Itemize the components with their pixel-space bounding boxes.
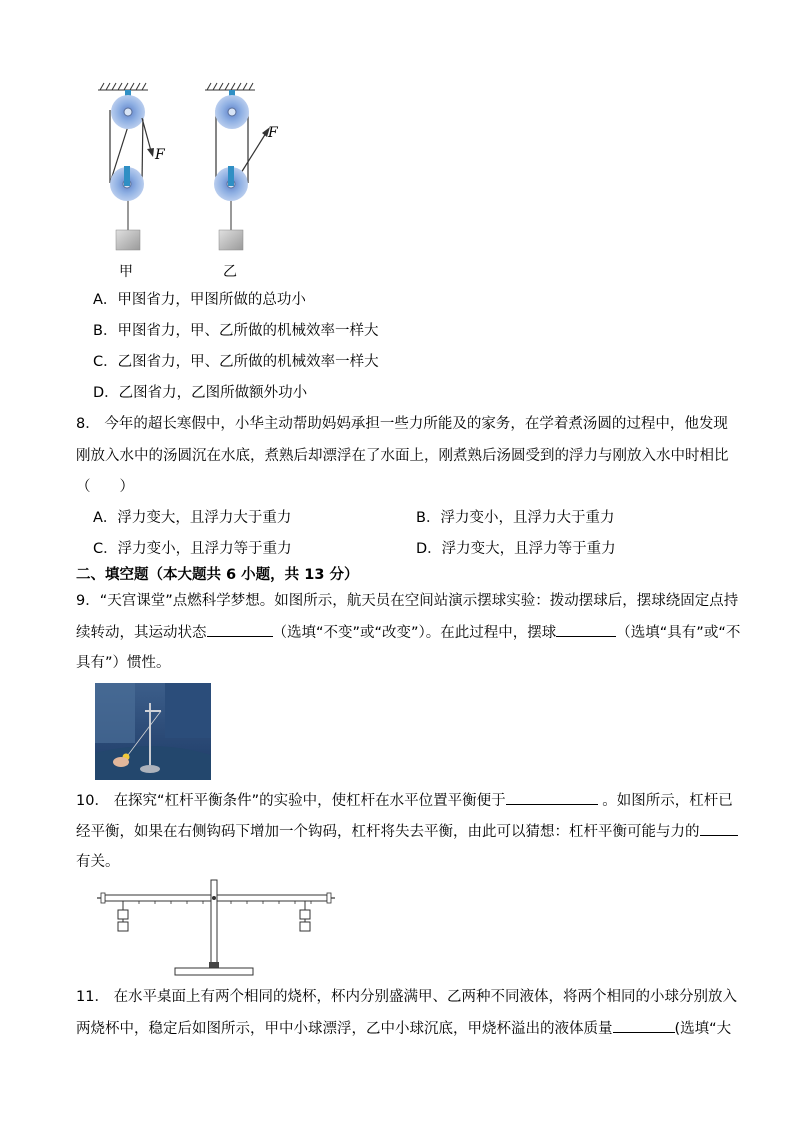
q10-line-1: 10． 在探究“杠杆平衡条件”的实验中，使杠杆在水平位置平衡便于 。如图所示，杠杆已 [76,790,733,811]
left-hook-weights [118,901,128,931]
q8-option-a: A．浮力变大，且浮力大于重力 [93,510,292,526]
q9-line-2: 续转动，其运动状态 （选填“不变”或“改变”）。在此过程中，摆球 （选填“具有”或“不 [76,622,740,643]
label-yi: 乙 [223,264,237,280]
q8-option-d: D．浮力变大，且浮力等于重力 [416,541,616,557]
label-jia: 甲 [119,264,133,280]
space-station-pendulum-photo [95,683,211,780]
q7-option-c: C．乙图省力，甲、乙所做的机械效率一样大 [93,354,379,370]
q9-blank-2[interactable] [556,622,616,637]
ceiling-right [205,83,255,90]
q7-option-a: A．甲图省力，甲图所做的总功小 [93,292,306,308]
weight-block [219,230,243,250]
q8-number: 8． [76,416,100,432]
q11-line-2: 两烧杯中，稳定后如图所示，甲中小球漂浮，乙中小球沉底，甲烧杯溢出的液体质量 (选填“大 [76,1018,731,1039]
right-hook-weights [300,901,310,931]
q7-option-b: B．甲图省力，甲、乙所做的机械效率一样大 [93,323,379,339]
q11-blank-1[interactable] [613,1018,675,1033]
pulley-figure [90,80,290,285]
q10-blank-1[interactable] [506,790,598,805]
force-label-left: F [155,147,165,163]
q9-blank-1[interactable] [207,622,273,637]
q10-line-2: 经平衡，如果在右侧钩码下增加一个钩码，杠杆将失去平衡，由此可以猜想：杠杆平衡可能与力的 [76,821,738,842]
ceiling-left [98,83,148,90]
q8-option-c: C．浮力变小，且浮力等于重力 [93,541,292,557]
q7-option-d: D．乙图省力，乙图所做额外功小 [93,385,308,401]
q11-line-1: 11． 在水平桌面上有两个相同的烧杯，杯内分别盛满甲、乙两种不同液体，将两个相同的小球分别放入 [76,989,738,1005]
pulley-system-jia [110,90,154,250]
q9-line-1: 9．“天宫课堂”点燃科学梦想。如图所示，航天员在空间站演示摆球实验：拨动摆球后，摆球绕固定点持 [76,593,739,609]
q8-bracket: （ ） [76,479,134,495]
force-label-right: F [268,125,278,141]
lever-figure [95,878,335,980]
q9-line-3: 具有”）惯性。 [76,655,171,671]
q8-line-1: 8． 今年的超长寒假中，小华主动帮助妈妈承担一些力所能及的家务，在学着煮汤圆的过程中，他发现 [76,416,728,432]
q8-option-b: B．浮力变小，且浮力大于重力 [416,510,615,526]
q10-blank-2[interactable] [700,821,738,836]
weight-block [116,230,140,250]
hand [113,757,129,767]
q8-line-2: 刚放入水中的汤圆沉在水底，煮熟后却漂浮在了水面上，刚煮熟后汤圆受到的浮力与刚放入水中时相比 [76,448,729,464]
section-title-fill-in: 二、填空题（本大题共 6 小题，共 13 分） [76,567,359,583]
pulley-system-yi [214,90,270,250]
q10-line-3: 有关。 [76,854,120,870]
